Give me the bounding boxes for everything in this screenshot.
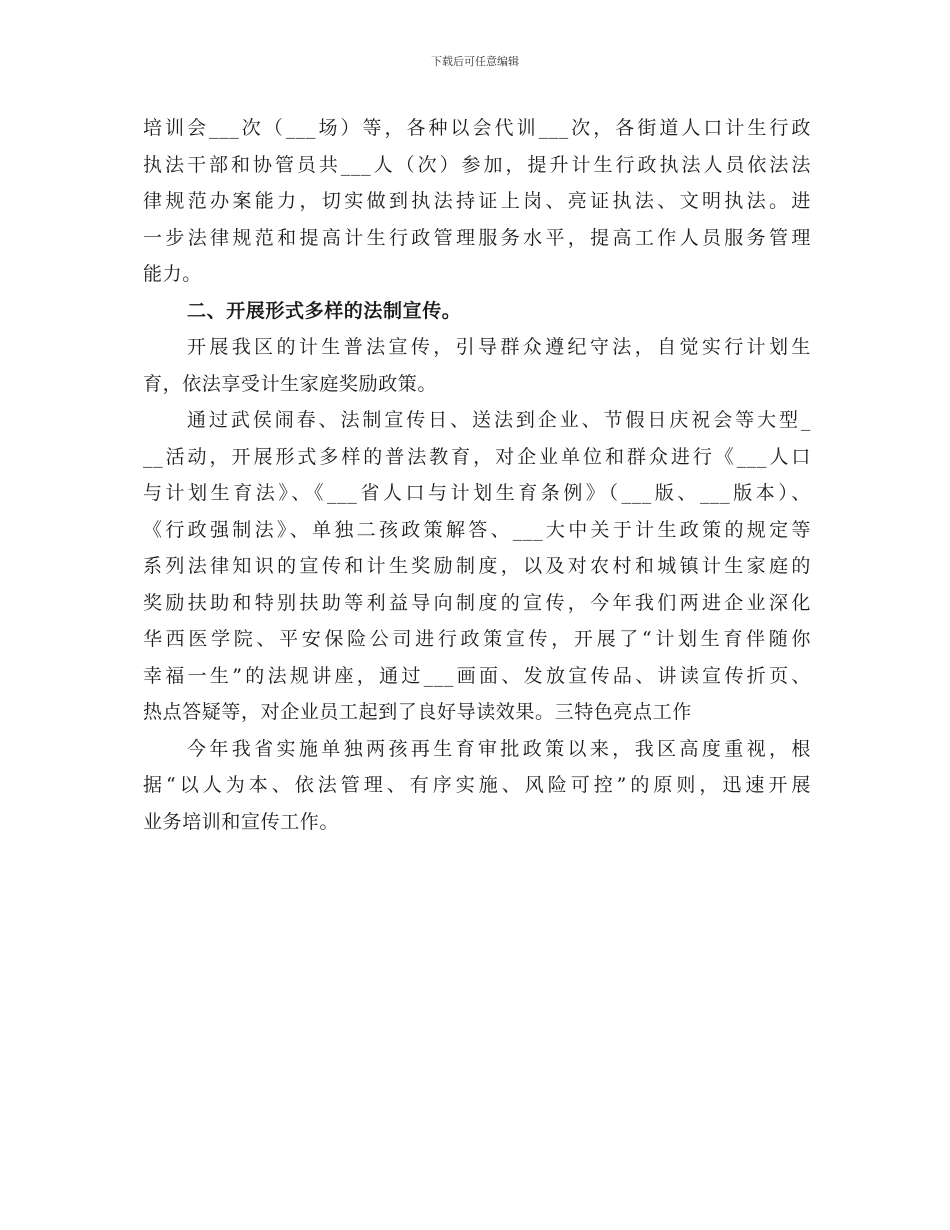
body-line: 育，依法享受计生家庭奖励政策。 <box>143 372 438 395</box>
body-line: 《行政强制法》、单独二孩政策解答、___大中关于计生政策的规定等 <box>143 518 811 541</box>
body-line: 律规范办案能力，切实做到执法持证上岗、亮证执法、文明执法。进 <box>143 190 811 212</box>
body-line: 通过武侯闹春、法制宣传日、送法到企业、节假日庆祝会等大型_ <box>187 409 811 431</box>
body-line: __活动，开展形式多样的普法教育，对企业单位和群众进行《___人口 <box>143 445 811 468</box>
section-heading: 二、开展形式多样的法制宣传。 <box>187 299 462 322</box>
body-line: 培训会___次（___场）等，各种以会代训___次，各街道人口计生行政 <box>143 117 811 139</box>
page-header: 下载后可任意编辑 <box>431 55 519 68</box>
body-line: 今年我省实施单独两孩再生育审批政策以来，我区高度重视，根 <box>187 737 811 760</box>
body-line: 能力。 <box>143 263 202 285</box>
body-line: 华西医学院、平安保险公司进行政策宣传，开展了“计划生育伴随你 <box>143 628 811 650</box>
body-line: 热点答疑等，对企业员工起到了良好导读效果。三特色亮点工作 <box>143 701 692 723</box>
body-line: 开展我区的计生普法宣传，引导群众遵纪守法，自觉实行计划生 <box>187 336 811 358</box>
body-line: 系列法律知识的宣传和计生奖励制度，以及对农村和城镇计生家庭的 <box>143 555 811 577</box>
body-line: 幸福一生”的法规讲座，通过___画面、发放宣传品、讲读宣传折页、 <box>143 664 811 687</box>
body-line: 奖励扶助和特别扶助等利益导向制度的宣传，今年我们两进企业深化 <box>143 591 811 614</box>
body-line: 据“以人为本、依法管理、有序实施、风险可控”的原则，迅速开展 <box>143 774 811 796</box>
body-line: 执法干部和协管员共___人（次）参加，提升计生行政执法人员依法法 <box>143 153 811 176</box>
body-line: 与计划生育法》、《___省人口与计划生育条例》（___版、___版本）、 <box>143 482 811 504</box>
body-line: 业务培训和宣传工作。 <box>143 810 340 833</box>
body-line: 一步法律规范和提高计生行政管理服务水平，提高工作人员服务管理 <box>143 226 811 249</box>
document-body <box>143 110 811 840</box>
